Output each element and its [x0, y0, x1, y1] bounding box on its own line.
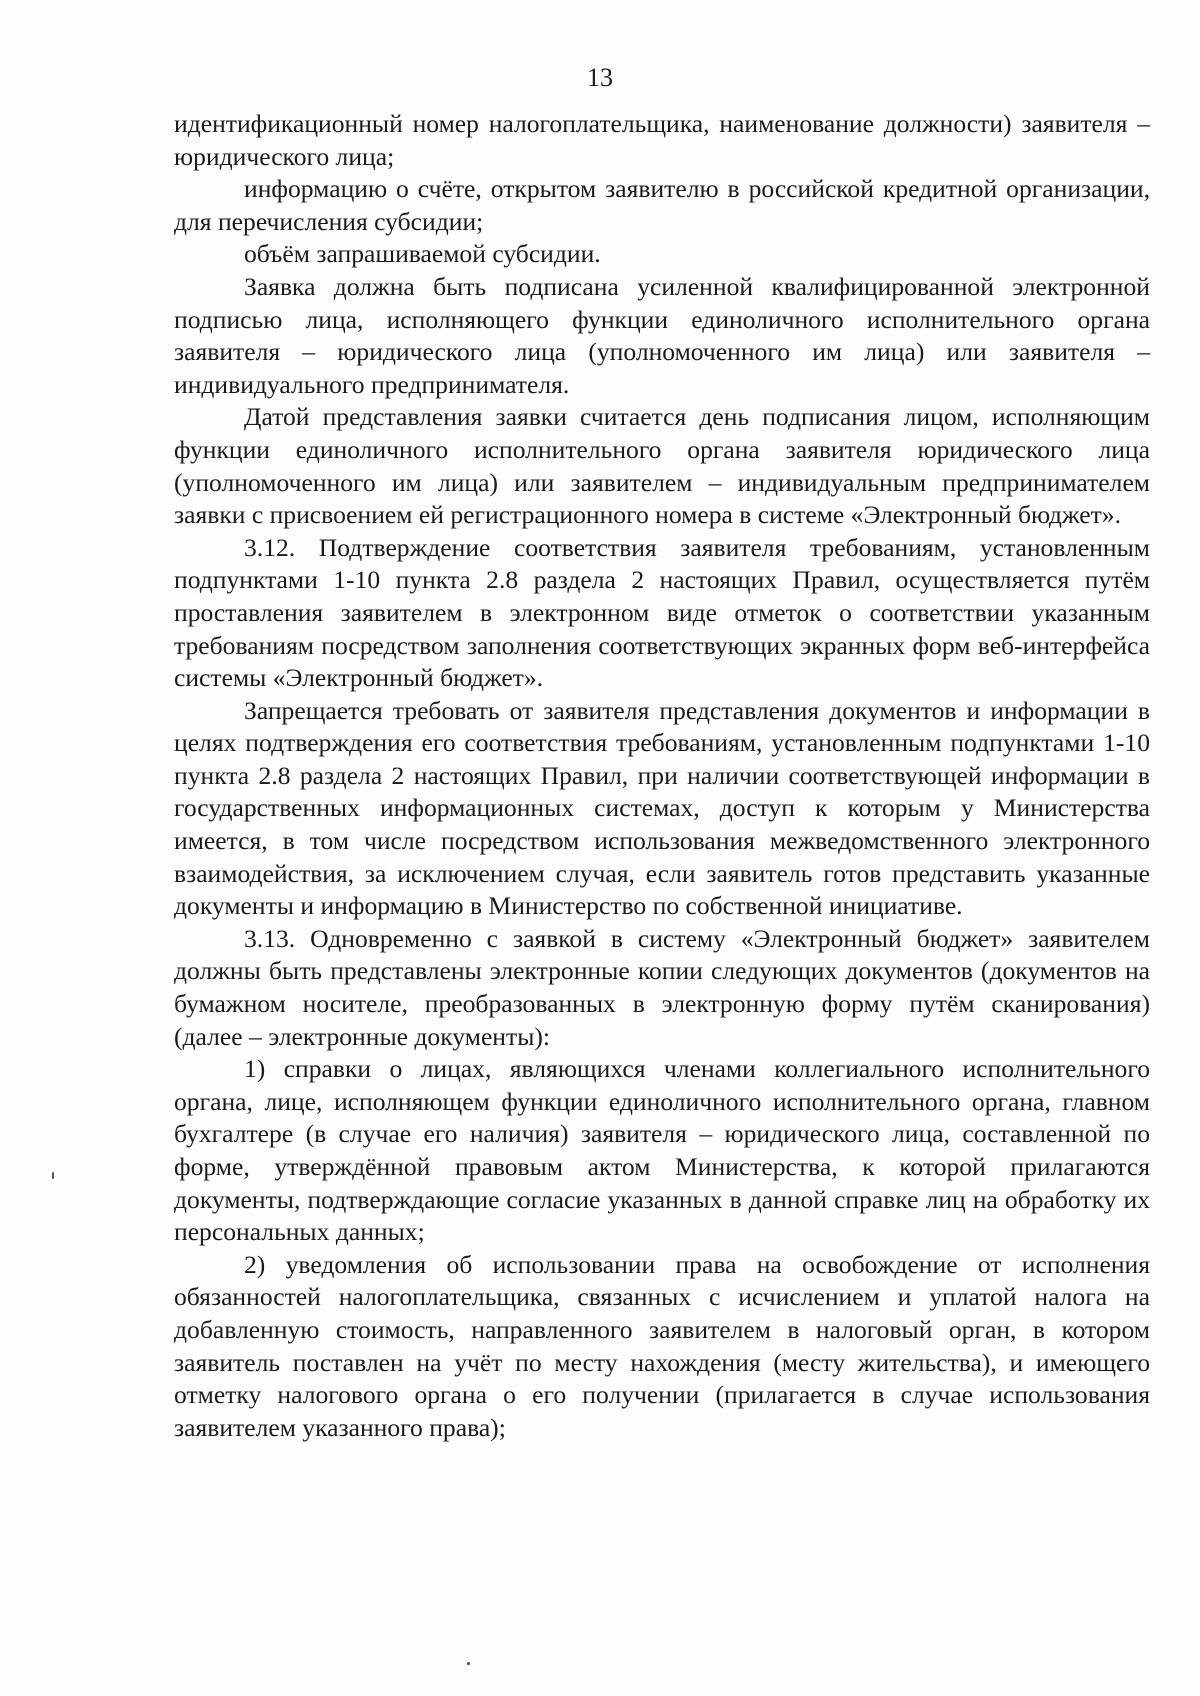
paragraph-prohibition: Запрещается требовать от заявителя представления документов и информации в целях подтверждения его соответствия требованиям, установленным подпунктами 1-10 пункта 2.8 раздела 2 настоящих Правил, при наличии соответствующей информации в государственных информационных системах, доступ к которым у Министерства имеется, в том числе посредством использования межведомственного электронного взаимодействия, за исключением случая, если заявитель готов представить указанные документы и информацию в Министерство по собственной инициативе.: [174, 695, 1150, 921]
paragraph-item-2-vat-notice: 2) уведомления об использовании права на освобождение от исполнения обязанностей налогоплательщика, связанных с исчислением и уплатой налога на добавленную стоимость, направленного заявителем в налоговый орган, в котором заявитель поставлен на учёт по месту нахождения (месту жительства), и имеющего отметку налогового органа о его получении (прилагается в случае использования заявителем указанного права);: [174, 1249, 1150, 1442]
paragraph-application-signature: Заявка должна быть подписана усиленной квалифицированной электронной подписью лица, исполняющего функции единоличного исполнительного органа заявителя – юридического лица (уполномоченного им лица) или заявителя – индивидуального предпринимателя.: [174, 271, 1150, 399]
paragraph-3-12-compliance: 3.12. Подтверждение соответствия заявителя требованиям, установленным подпунктами 1-10 пункта 2.8 раздела 2 настоящих Правил, осуществляется путём проставления заявителем в электронном виде отметок о соответствии указанным требованиям посредством заполнения соответствующих экранных форм веб-интерфейса системы «Электронный бюджет».: [174, 532, 1150, 693]
paragraph-subsidy-volume: объём запрашиваемой субсидии.: [244, 239, 601, 269]
scan-speck: [467, 1662, 470, 1665]
paragraph-item-1-certificates: 1) справки о лицах, являющихся членами коллегиального исполнительного органа, лице, исполняющем функции единоличного исполнительного органа, главном бухгалтере (в случае его наличия) заявителя – юридического лица, составленной по форме, утверждённой правовым актом Министерства, к которой прилагаются документы, подтверждающие согласие указанных в данной справке лиц на обработку их персональных данных;: [174, 1054, 1150, 1247]
scan-speck: [52, 1172, 54, 1179]
paragraph-applicant-inn: идентификационный номер налогоплательщика, наименование должности) заявителя – юридического лица;: [174, 109, 1150, 171]
paragraph-application-date: Датой представления заявки считается день подписания лицом, исполняющим функции единоличного исполнительного органа заявителя юридического лица (уполномоченного им лица) или заявителем – индивидуальным предпринимателем заявки с присвоением ей регистрационного номера в системе «Электронный бюджет».: [174, 402, 1150, 530]
paragraph-3-13-documents: 3.13. Одновременно с заявкой в систему «Электронный бюджет» заявителем должны быть представлены электронные копии следующих документов (документов на бумажном носителе, преобразованных в электронную форму путём сканирования) (далее – электронные документы):: [174, 923, 1150, 1051]
document-body: [174, 108, 1150, 1444]
page-number: 13: [587, 63, 613, 92]
paragraph-bank-account: информацию о счёте, открытом заявителю в российской кредитной организации, для перечисления субсидии;: [174, 174, 1150, 236]
